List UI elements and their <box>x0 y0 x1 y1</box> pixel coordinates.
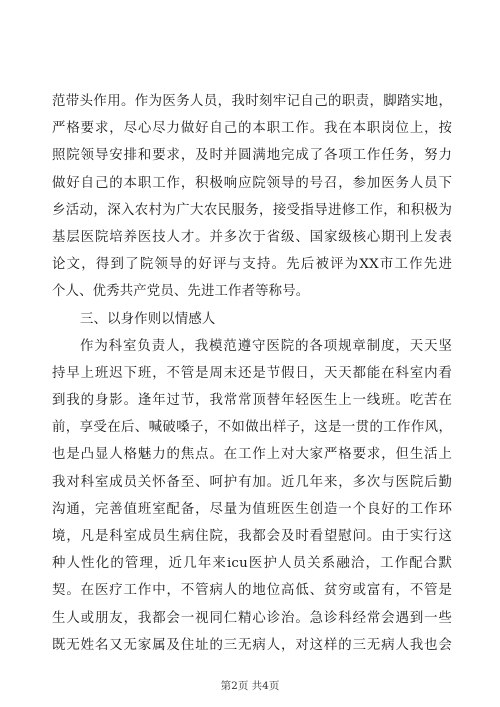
text-line: 作为科室负责人，我模范遵守医院的各项规章制度，天天坚 <box>80 338 452 354</box>
page-footer: 第2页 共4页 <box>220 680 280 692</box>
text-line: 生人或朋友，我都会一视同仁精心诊治。急诊科经常会遇到一些 <box>52 610 452 626</box>
text-line: 种人性化的管理，近几年来icu医护人员关系融洽，工作配合默 <box>52 556 452 572</box>
text-line: 持早上班迟下班，不管是周末还是节假日，天天都能在科室内看 <box>52 365 452 381</box>
text-line: 基层医院培养医技人才。并多次于省级、国家级核心期刊上发表 <box>52 229 452 245</box>
text-line: 乡活动，深入农村为广大农民服务，接受指导进修工作，和积极为 <box>52 202 452 218</box>
text-line: 沟通，完善值班室配备，尽量为值班医生创造一个良好的工作环 <box>52 501 452 517</box>
text-line: 做好自己的本职工作，积极响应院领导的号召，参加医务人员下 <box>52 175 452 191</box>
text-line: 也是凸显人格魅力的焦点。在工作上对大家严格要求，但生活上 <box>52 447 452 463</box>
text-line: 契。在医疗工作中，不管病人的地位高低、贫穷或富有，不管是 <box>52 583 452 599</box>
section-heading: 三、以身作则以情感人 <box>80 311 216 327</box>
text-line: 照院领导安排和要求，及时并圆满地完成了各项工作任务，努力 <box>52 148 452 164</box>
text-line: 范带头作用。作为医务人员，我时刻牢记自己的职责，脚踏实地， <box>52 94 452 109</box>
text-line: 到我的身影。逢年过节，我常常顶替年轻医生上一线班。吃苦在 <box>52 393 452 409</box>
text-line: 个人、优秀共产党员、先进工作者等称号。 <box>52 284 310 300</box>
text-line: 论文，得到了院领导的好评与支持。先后被评为XX市工作先进 <box>52 257 452 273</box>
document-body <box>52 88 452 659</box>
text-line: 我对科室成员关怀备至、呵护有加。近几年来，多次与医院后勤 <box>52 474 452 490</box>
text-line: 境，凡是科室成员生病住院，我都会及时看望慰问。由于实行这 <box>52 529 452 544</box>
text-line: 严格要求，尽心尽力做好自己的本职工作。我在本职岗位上，按 <box>52 121 452 137</box>
text-line: 前，享受在后、喊破嗓子，不如做出样子，这是一贯的工作作风， <box>52 420 452 436</box>
text-line: 既无姓名又无家属及住址的三无病人，对这样的三无病人我也会 <box>52 637 452 653</box>
